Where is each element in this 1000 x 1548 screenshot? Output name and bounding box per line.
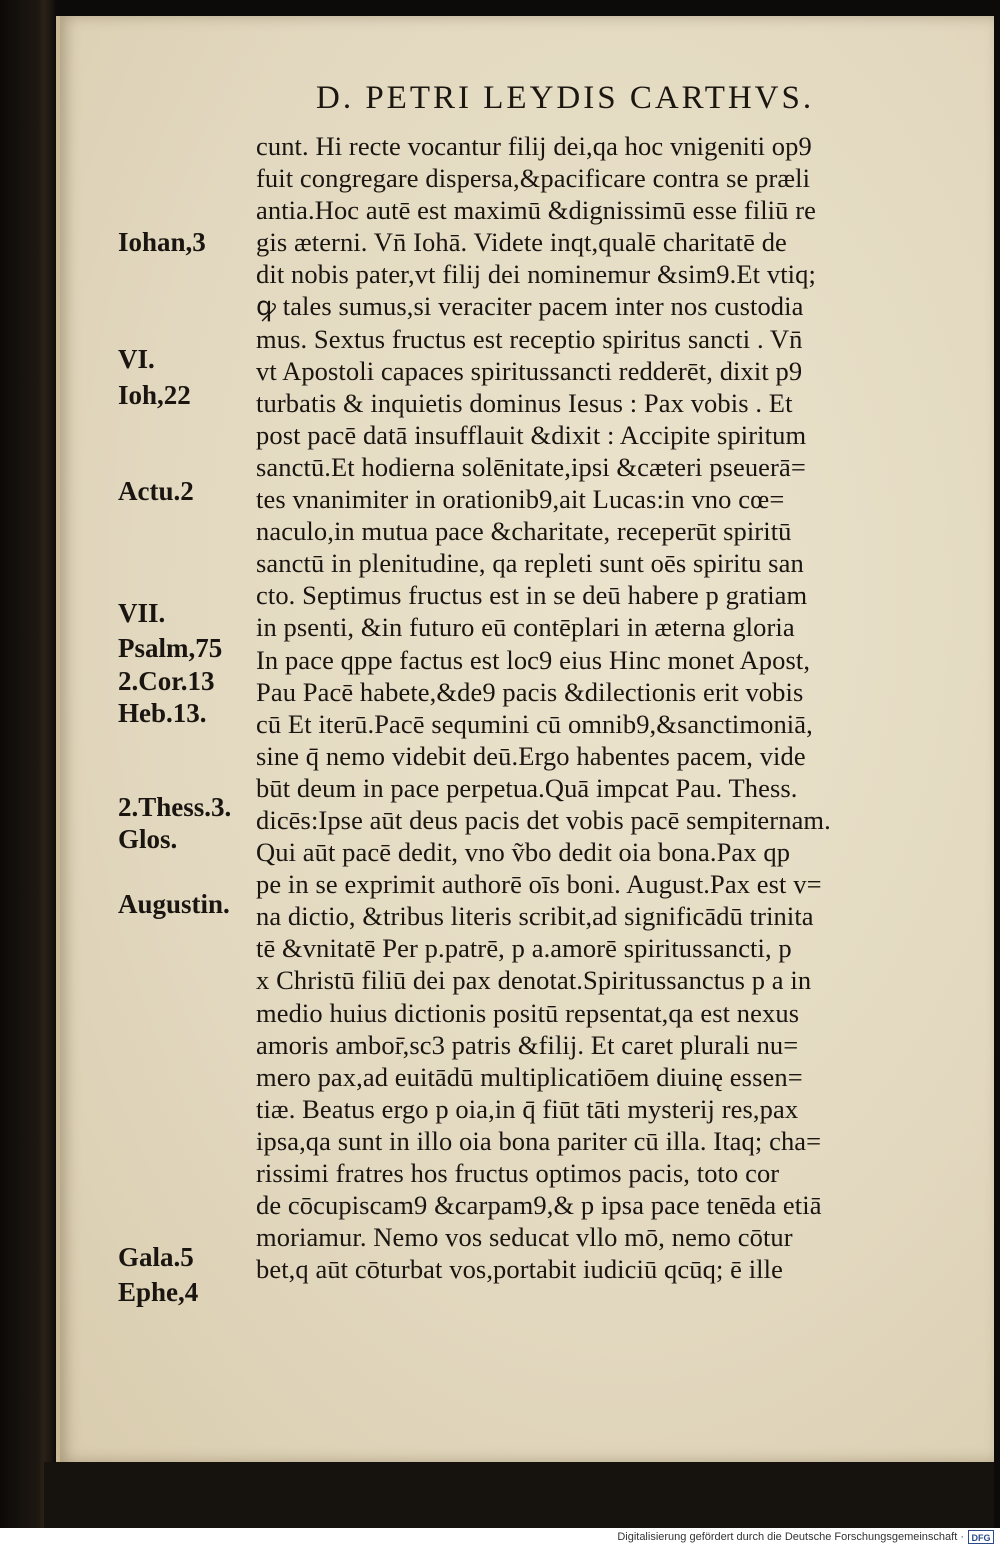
marginal-note-vii: VII. (118, 598, 166, 628)
text-line: In pace qppe factus est loc9 eius Hinc monet Apost, (256, 644, 811, 675)
text-line: post pacē datā insufflauit &dixit : Accipite spiritum (256, 419, 807, 450)
text-line: ipsa,qa sunt in illo oia bona pariter cū illa. Itaq; cha= (256, 1125, 822, 1156)
marginal-note-ioh-22: Ioh,22 (118, 380, 191, 410)
text-line: in psenti, &in futuro eū contēplari in æterna gloria (256, 612, 795, 643)
text-line: amoris ambor̄,sc3 patris &filij. Et caret plurali nu= (256, 1029, 799, 1060)
marginal-note-augustin: Augustin. (118, 889, 230, 919)
text-line: sine q̄ nemo videbit deū.Ergo habentes pacem, vide (256, 740, 806, 771)
text-line: moriamur. Nemo vos seducat vllo mō, nemo cōtur (256, 1222, 793, 1253)
main-text-block (256, 130, 956, 1285)
text-line: de cōcupiscam9 &carpam9,& p ipsa pace tenēda etiā (256, 1190, 822, 1221)
marginal-note-psalm-75: Psalm,75 (118, 633, 223, 663)
marginal-note-heb-13: Heb.13. (118, 698, 207, 728)
marginal-note-glos: Glos. (118, 824, 178, 854)
text-line: Pau Pacē habete,&de9 pacis &dilectionis erit vobis (256, 676, 804, 707)
text-line: naculo,in mutua pace &charitate, receperūt spiritū (256, 516, 792, 547)
text-line: antia.Hoc autē est maximū &dignissimū esse filiū re (256, 195, 817, 226)
text-line: bet,q aūt cōturbat vos,portabit iudiciū qcūq; ē ille (256, 1254, 783, 1285)
text-line: x Christū filiū dei pax denotat.Spiritussanctus p a in (256, 965, 812, 996)
text-line: būt deum in pace perpetua.Quā impcat Pau. Thess. (256, 772, 798, 803)
text-line: ꝙ tales sumus,si veraciter pacem inter nos custodia (256, 291, 804, 322)
text-line: mero pax,ad euitādū multiplicatiōem diuinę essen= (256, 1061, 803, 1092)
text-line: cto. Septimus fructus est in se deū habere p gratiam (256, 580, 808, 611)
marginal-note-ephe-4: Ephe,4 (118, 1277, 199, 1307)
text-line: fuit congregare dispersa,&pacificare contra se præli (256, 163, 811, 194)
page-bottom-edge (44, 1462, 994, 1528)
marginal-note-vi: VI. (118, 344, 155, 374)
text-line: sanctū in plenitudine, qa repleti sunt oēs spiritu san (256, 548, 804, 579)
text-line: cunt. Hi recte vocantur filij dei,qa hoc vnigeniti op9 (256, 131, 812, 161)
digitization-credit: Digitalisierung gefördert durch die Deutsche Forschungsgemeinschaft · (617, 1531, 964, 1543)
text-line: mus. Sextus fructus est receptio spiritus sancti . Vn̄ (256, 323, 803, 354)
marginal-note-2-thess-3: 2.Thess.3. (118, 792, 232, 822)
text-line: dicēs:Ipse aūt deus pacis det vobis pacē sempiternam. (256, 804, 831, 835)
text-line: dit nobis pater,vt filij dei nominemur &sim9.Et vtiq; (256, 259, 816, 290)
running-head: D. PETRI LEYDIS CARTHVS. (316, 80, 815, 116)
text-line: vt Apostoli capaces spiritussancti redderēt, dixit p9 (256, 355, 803, 386)
marginal-note-2-cor-13: 2.Cor.13 (118, 666, 215, 696)
marginal-note-gala-5: Gala.5 (118, 1242, 194, 1272)
text-line: tiæ. Beatus ergo p oia,in q̄ fiūt tāti mysterij res,pax (256, 1093, 799, 1124)
marginal-note-iohan-3: Iohan,3 (118, 227, 206, 257)
text-line: cū Et iterū.Pacē sequmini cū omnib9,&sanctimoniā, (256, 708, 813, 739)
text-line: Qui aūt pacē dedit, vno ṽbo dedit oia bona.Pax qp (256, 837, 791, 868)
text-line: na dictio, &tribus literis scribit,ad significādū trinita (256, 901, 814, 932)
text-line: tē &vnitatē Per p.patrē, p a.amorē spiritussancti, p (256, 933, 792, 964)
text-line: gis æterni. Vn̄ Iohā. Videte inqt,qualē charitatē de (256, 227, 787, 258)
text-line: tes vnanimiter in orationib9,ait Lucas:in vno cœ= (256, 484, 785, 515)
text-line: rissimi fratres hos fructus optimos pacis, toto cor (256, 1158, 780, 1188)
text-line: pe in se exprimit authorē oīs boni. August.Pax est v= (256, 869, 822, 900)
text-line: medio huius dictionis positū repsentat,qa est nexus (256, 997, 800, 1028)
text-line: turbatis & inquietis dominus Iesus : Pax vobis . Et (256, 387, 793, 418)
text-line: sanctū.Et hodierna solēnitate,ipsi &cæteri pseuerā= (256, 451, 806, 482)
dfg-logo: DFG (968, 1530, 994, 1544)
marginal-note-actu-2: Actu.2 (118, 476, 194, 506)
